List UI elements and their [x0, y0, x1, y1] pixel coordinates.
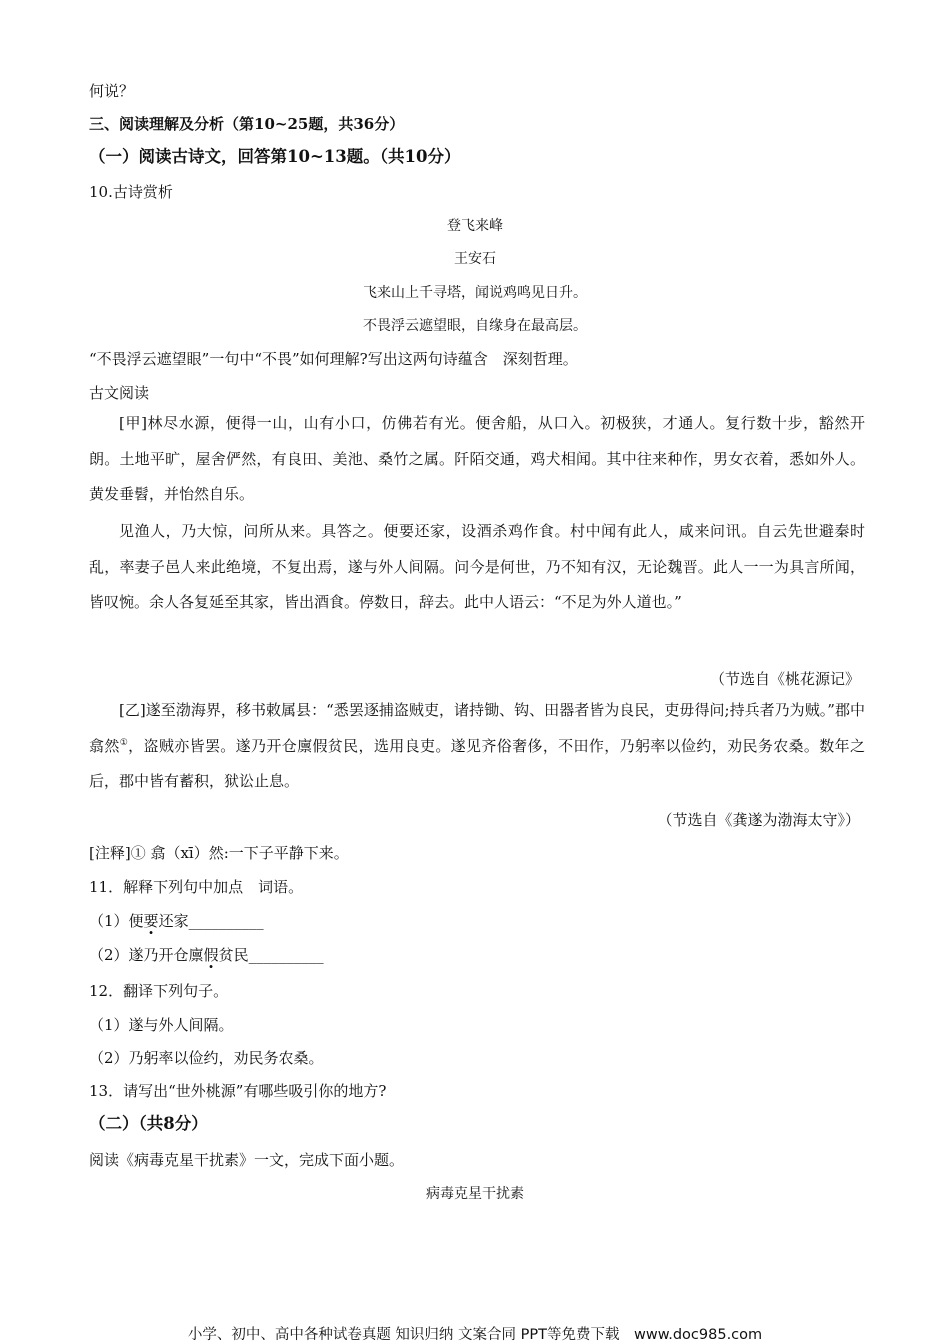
- subsection-heading: （二）（共8分）: [89, 1114, 208, 1133]
- q11-2-suffix: 贫民__________: [218, 946, 324, 964]
- q11-1-suffix: 还家__________: [158, 912, 264, 930]
- instruction-text: 阅读《病毒克星干扰素》一文，完成下面小题。: [89, 1151, 405, 1169]
- text-line: 何说？: [89, 82, 135, 100]
- page-footer: 小学、初中、高中各种试卷真题 知识归纳 文案合同 PPT等免费下载 www.doc985.com: [187, 1327, 763, 1343]
- text-line: 古文阅读: [89, 384, 150, 402]
- poem-line: 不畏浮云遮望眼，自缘身在最高层。: [363, 318, 587, 334]
- question-12-2: （2）乃躬率以俭约，劝民务农桑。: [89, 1049, 324, 1067]
- question-text: “不畏浮云遮望眼”一句中“不畏”如何理解?写出这两句诗蕴含 深刻哲理。: [89, 350, 578, 368]
- subsection-heading: （一）阅读古诗文，回答第10~13题。（共10分）: [89, 147, 461, 166]
- question-11: 11．解释下列句中加点 词语。: [89, 878, 304, 896]
- passage-yi: [89, 693, 865, 800]
- poem-line: 飞来山上千寻塔，闻说鸡鸣见日升。: [363, 285, 587, 301]
- passage-yi-part1: [乙]遂至渤海界，移书敕属县：“悉罢逐捕盗贼吏，诸持锄、钩、田器者皆为良民，吏毋得问;持兵者乃为贼。”郡中翕然: [89, 701, 865, 755]
- poem-title: 登飞来峰: [447, 218, 503, 234]
- q11-1-prefix: （1）便: [89, 912, 144, 930]
- annotation-note: [注释]① 翕（xī）然:一下子平静下来。: [89, 844, 349, 862]
- poem-author: 王安石: [454, 251, 496, 267]
- article-title: 病毒克星干扰素: [426, 1186, 524, 1202]
- q11-2-prefix: （2）遂乃开仓廪: [89, 946, 204, 964]
- section-heading: 三、阅读理解及分析（第10~25题，共36分）: [89, 115, 405, 133]
- question-11-2: [89, 945, 324, 965]
- question-12: 12．翻译下列句子。: [89, 982, 229, 1000]
- passage-jia-p1: [甲]林尽水源，便得一山，山有小口，仿佛若有光。便舍船，从口入。初极狭，才通人。复行数十步，豁然开朗。土地平旷，屋舍俨然，有良田、美池、桑竹之属。阡陌交通，鸡犬相闻。其中往来种作，男女衣着，悉如外人。黄发垂髫，并怡然自乐。: [89, 414, 865, 503]
- question-13: 13．请写出“世外桃源”有哪些吸引你的地方?: [89, 1082, 387, 1100]
- source-citation: （节选自《桃花源记》: [709, 670, 860, 688]
- question-11-1: [89, 911, 264, 931]
- question-number: 10.古诗赏析: [89, 183, 173, 201]
- footnote-marker: ①: [119, 737, 129, 748]
- question-12-1: （1）遂与外人间隔。: [89, 1016, 234, 1034]
- dotted-word: 假: [203, 946, 219, 964]
- passage-jia-p2: 见渔人，乃大惊，问所从来。具答之。便要还家，设酒杀鸡作食。村中闻有此人，咸来问讯。自云先世避秦时乱，率妻子邑人来此绝境，不复出焉，遂与外人间隔。问今是何世，乃不知有汉，无论魏晋。此人一一为具言所闻，皆叹惋。余人各复延至其家，皆出酒食。停数日，辞去。此中人语云：“不足为外人道也。”: [89, 522, 865, 611]
- dotted-word: 要: [143, 912, 159, 930]
- source-citation: （节选自《龚遂为渤海太守》）: [657, 811, 860, 829]
- passage-yi-part2: ，盗贼亦皆罢。遂乃开仓廪假贫民，选用良吏。遂见齐俗奢侈，不田作，乃躬率以俭约，劝民务农桑。数年之后，郡中皆有蓄积，狱讼止息。: [89, 736, 865, 790]
